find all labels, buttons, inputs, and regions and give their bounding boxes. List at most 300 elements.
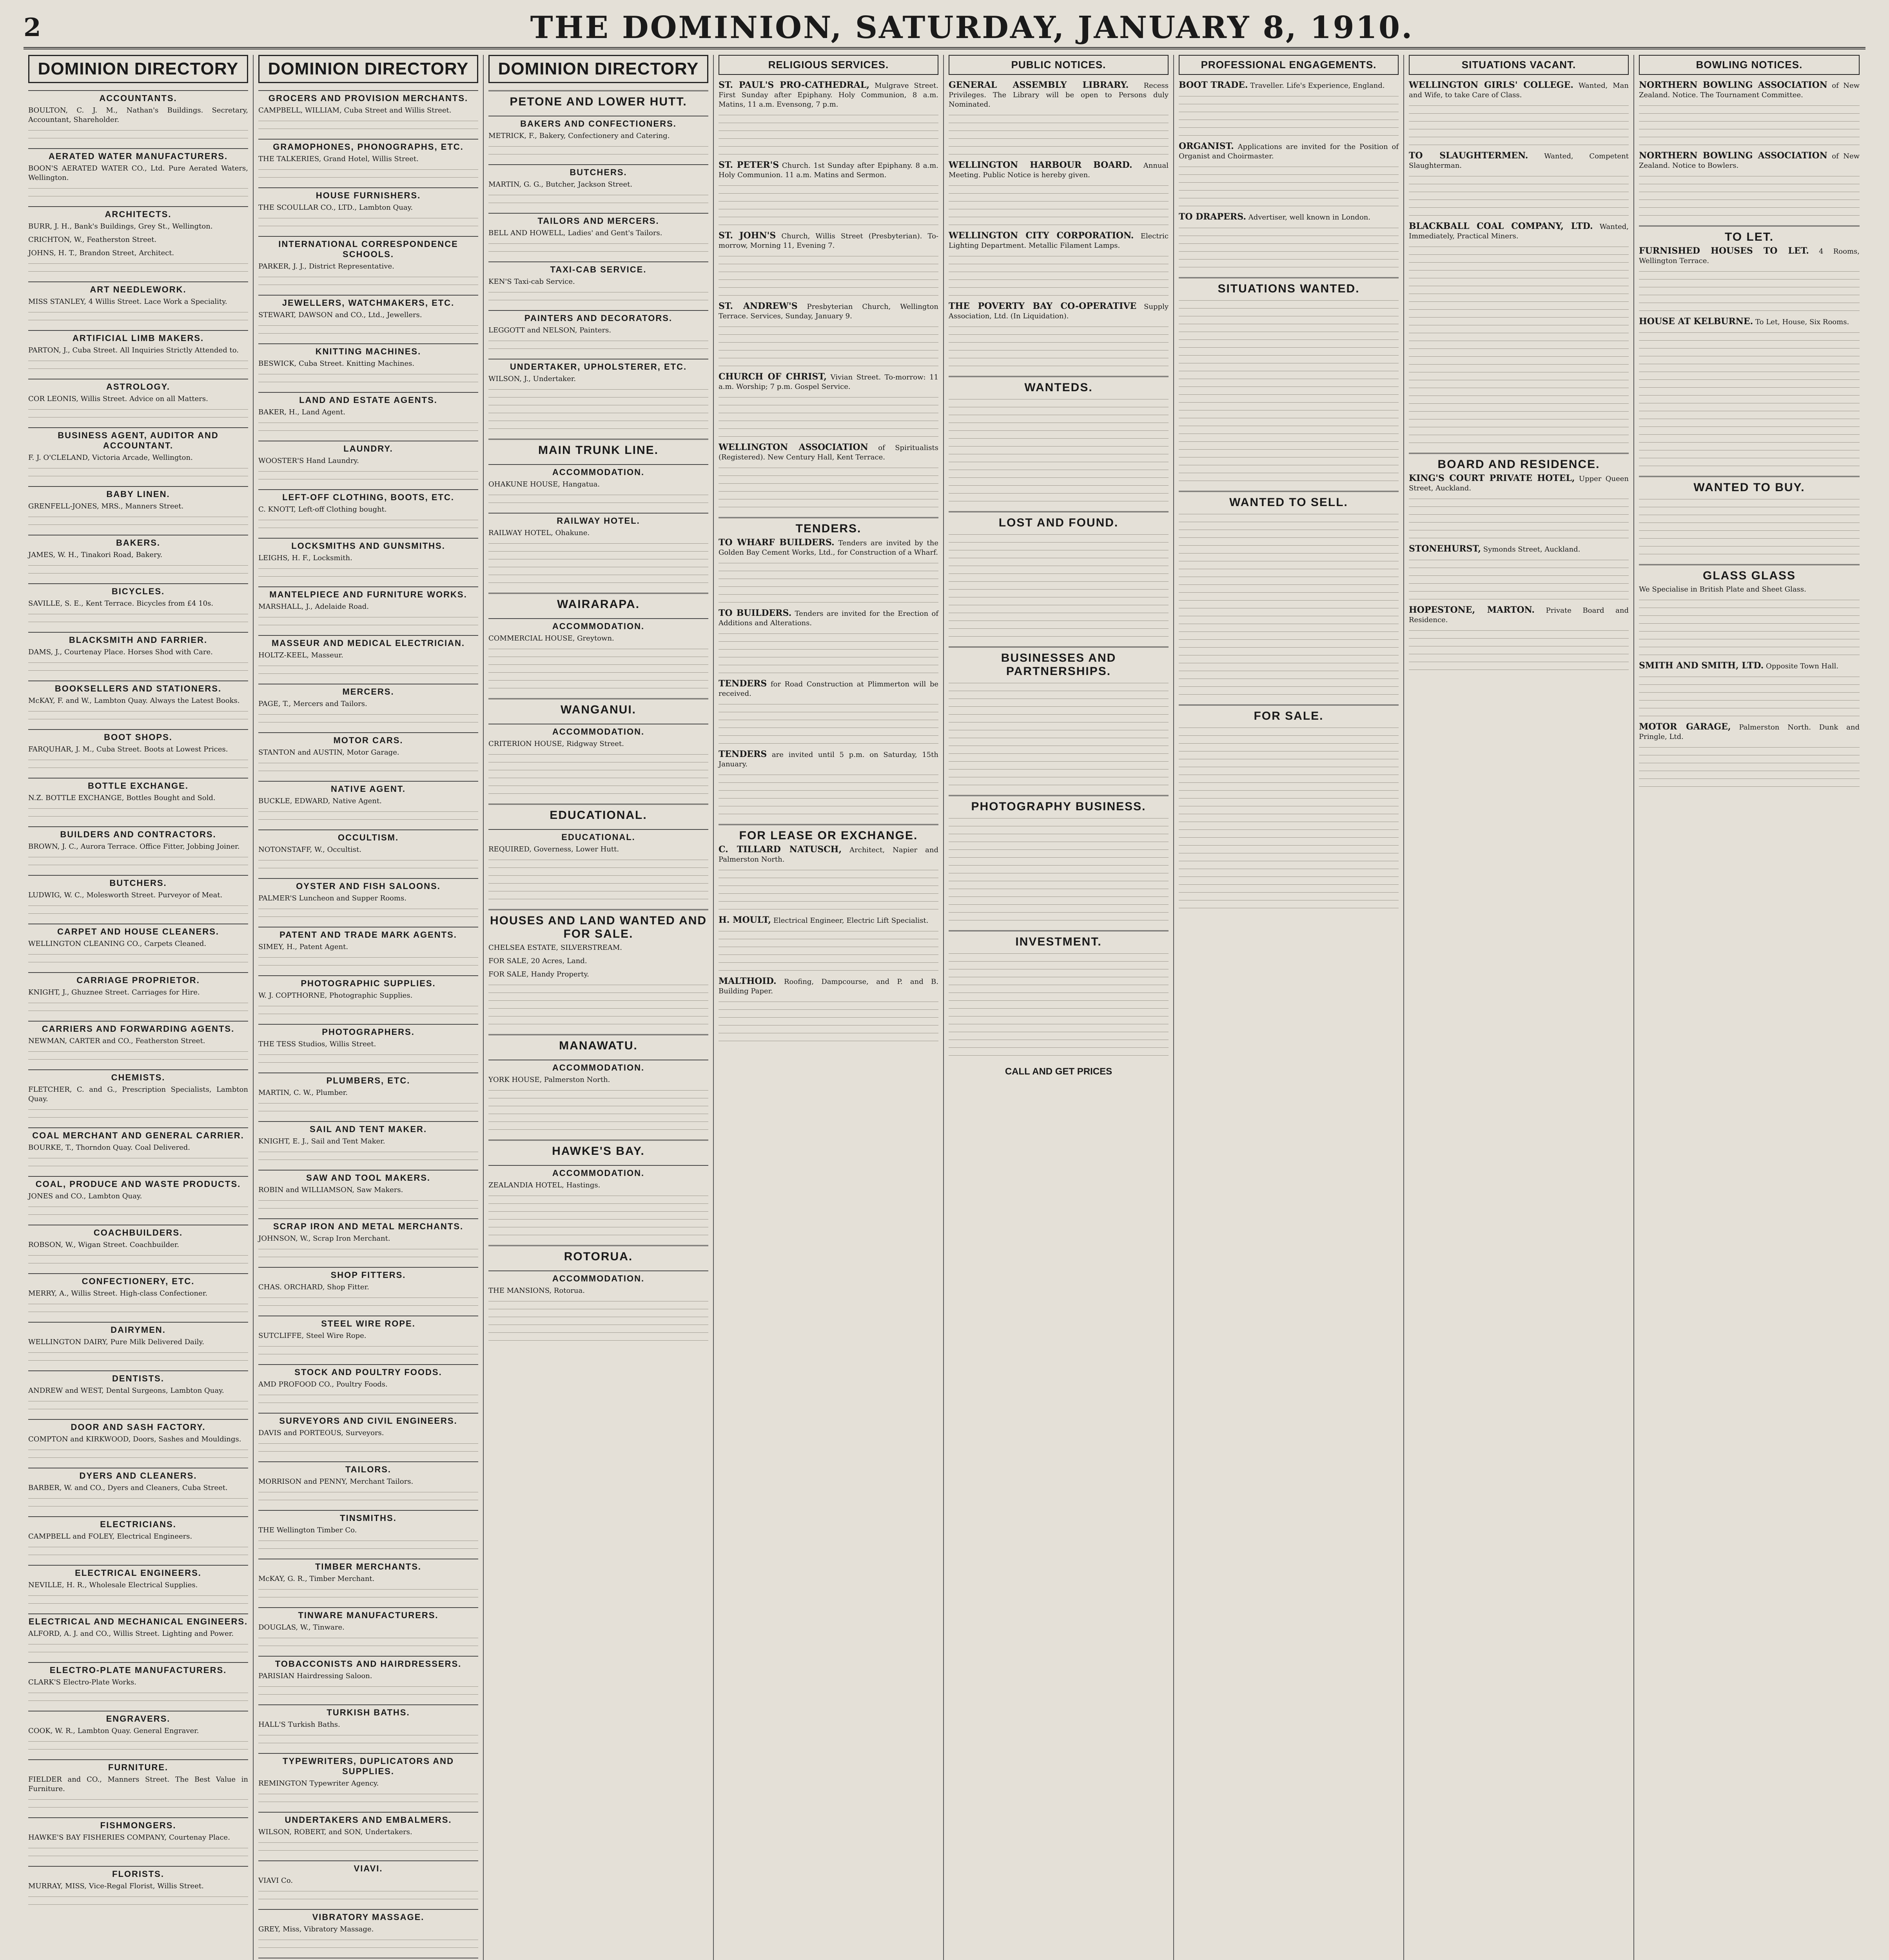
text-filler bbox=[1179, 844, 1399, 848]
directory-entry: FOR SALE, 20 Acres, Land. bbox=[488, 957, 587, 965]
text-filler bbox=[719, 278, 938, 283]
text-filler bbox=[1179, 173, 1399, 178]
text-filler bbox=[1409, 637, 1629, 641]
section-heading: INVESTMENT. bbox=[949, 930, 1169, 949]
notice-item bbox=[1409, 474, 1629, 493]
directory-entry: CHELSEA ESTATE, SILVERSTREAM. bbox=[488, 944, 622, 952]
text-filler bbox=[258, 1061, 478, 1065]
section-heading: BOOKSELLERS AND STATIONERS. bbox=[28, 681, 248, 694]
text-filler bbox=[28, 187, 248, 191]
text-filler bbox=[1409, 528, 1629, 533]
text-filler bbox=[719, 286, 938, 290]
text-filler bbox=[949, 999, 1169, 1004]
text-filler bbox=[949, 1046, 1169, 1051]
text-filler bbox=[1409, 284, 1629, 289]
directory-entry: AMD PROFOOD CO., Poultry Foods. bbox=[258, 1380, 388, 1388]
text-filler bbox=[719, 1000, 938, 1005]
text-filler bbox=[1409, 582, 1629, 586]
text-filler bbox=[28, 1903, 248, 1907]
text-filler bbox=[1409, 182, 1629, 187]
directory-entry: COMMERCIAL HOUSE, Greytown. bbox=[488, 634, 614, 642]
text-filler bbox=[719, 945, 938, 950]
text-filler bbox=[719, 294, 938, 298]
text-filler bbox=[949, 752, 1169, 757]
text-filler bbox=[949, 129, 1169, 134]
text-filler bbox=[28, 1058, 248, 1062]
directory-entry: MISS STANLEY, 4 Willis Street. Lace Work a Speciality. bbox=[28, 298, 227, 306]
notice-text: Vivian Street. To-morrow: 11 a.m. Worship; 7 p.m. Gospel Service. bbox=[719, 373, 938, 391]
text-filler bbox=[1179, 536, 1399, 541]
text-filler bbox=[1639, 598, 1860, 603]
text-filler bbox=[1179, 369, 1399, 374]
text-filler bbox=[1409, 590, 1629, 594]
directory-entry: DAMS, J., Courtenay Place. Horses Shod with Care. bbox=[28, 648, 213, 656]
text-filler bbox=[1179, 456, 1399, 460]
directory-entry: ALFORD, A. J. and CO., Willis Street. Lighting and Power. bbox=[28, 1630, 234, 1638]
text-filler bbox=[1179, 330, 1399, 335]
notice-item bbox=[719, 80, 938, 109]
text-filler bbox=[1639, 293, 1860, 298]
text-filler bbox=[949, 911, 1169, 915]
text-filler bbox=[719, 341, 938, 345]
directory-entry: WELLINGTON CLEANING CO., Carpets Cleaned. bbox=[28, 940, 207, 948]
section-heading: LAND AND ESTATE AGENTS. bbox=[258, 392, 478, 405]
text-filler bbox=[949, 223, 1169, 228]
notice-text: for Road Construction at Plimmerton will be received. bbox=[719, 680, 938, 698]
text-filler bbox=[1179, 734, 1399, 739]
text-filler bbox=[1179, 528, 1399, 533]
notice-lead: BLACKBALL COAL COMPANY, LTD. bbox=[1409, 221, 1593, 231]
text-filler bbox=[1179, 638, 1399, 642]
text-filler bbox=[1639, 347, 1860, 351]
notice-text: Tenders are invited for the Erection of Additions and Alterations. bbox=[719, 610, 938, 627]
text-filler bbox=[488, 501, 708, 506]
text-filler bbox=[488, 1315, 708, 1320]
directory-entry: W. J. COPTHORNE, Photographic Supplies. bbox=[258, 991, 413, 1000]
text-filler bbox=[488, 663, 708, 668]
notice-text: To Let, House, Six Rooms. bbox=[1755, 318, 1849, 326]
notice-text: Architect, Napier and Palmerston North. bbox=[719, 846, 938, 864]
text-filler bbox=[1179, 165, 1399, 170]
text-filler bbox=[258, 275, 478, 280]
section-heading: PHOTOGRAPHY BUSINESS. bbox=[949, 795, 1169, 813]
text-filler bbox=[258, 810, 478, 815]
notice-text: Tenders are invited by the Golden Bay Cement Works, Ltd., for Construction of a Wharf. bbox=[719, 539, 938, 557]
text-filler bbox=[488, 290, 708, 295]
text-filler bbox=[949, 1007, 1169, 1011]
section-heading: LOCKSMITHS AND GUNSMITHS. bbox=[258, 538, 478, 551]
directory-entry: METRICK, F., Bakery, Confectionery and Catering. bbox=[488, 132, 670, 140]
notice-lead: CHURCH OF CHRIST, bbox=[719, 372, 827, 382]
text-filler bbox=[719, 601, 938, 605]
text-filler bbox=[949, 832, 1169, 837]
directory-entry: MURRAY, MISS, Vice-Regal Florist, Willis Street. bbox=[28, 1882, 204, 1890]
text-filler bbox=[1409, 276, 1629, 281]
text-filler bbox=[1639, 630, 1860, 634]
text-filler bbox=[488, 1022, 708, 1027]
text-filler bbox=[949, 215, 1169, 220]
text-filler bbox=[1179, 416, 1399, 421]
text-filler bbox=[1179, 859, 1399, 864]
text-filler bbox=[258, 168, 478, 172]
text-filler bbox=[719, 1039, 938, 1044]
text-filler bbox=[488, 550, 708, 554]
text-filler bbox=[1639, 112, 1860, 116]
text-filler bbox=[719, 482, 938, 486]
section-heading: TURKISH BATHS. bbox=[258, 1704, 478, 1718]
directory-entry: CRICHTON, W., Featherston Street. bbox=[28, 236, 157, 244]
text-filler bbox=[1179, 226, 1399, 231]
text-filler bbox=[719, 671, 938, 676]
text-filler bbox=[1179, 552, 1399, 556]
directory-entry: THE TALKERIES, Grand Hotel, Willis Street. bbox=[258, 155, 419, 163]
section-heading: NATIVE AGENT. bbox=[258, 781, 478, 794]
text-filler bbox=[1409, 629, 1629, 633]
section-heading: TO LET. bbox=[1639, 225, 1860, 244]
text-filler bbox=[1639, 120, 1860, 124]
section-heading: CARRIERS AND FORWARDING AGENTS. bbox=[28, 1021, 248, 1034]
text-filler bbox=[1639, 785, 1860, 789]
text-filler bbox=[719, 884, 938, 889]
section-heading: PHOTOGRAPHERS. bbox=[258, 1024, 478, 1037]
text-filler bbox=[1409, 292, 1629, 297]
text-filler bbox=[28, 620, 248, 625]
notice-text: Electric Lighting Department. Metallic Filament Lamps. bbox=[949, 232, 1169, 250]
text-filler bbox=[258, 1004, 478, 1009]
directory-entry: SAVILLE, S. E., Kent Terrace. Bicycles from £4 10s. bbox=[28, 599, 214, 608]
notice-text: 4 Rooms, Wellington Terrace. bbox=[1639, 247, 1860, 265]
text-filler bbox=[28, 1302, 248, 1307]
text-filler bbox=[719, 490, 938, 494]
text-filler bbox=[719, 207, 938, 212]
section-heading: BUTCHERS. bbox=[488, 164, 708, 178]
notice-text: Advertiser, well known in London. bbox=[1248, 213, 1371, 221]
text-filler bbox=[488, 427, 708, 432]
text-filler bbox=[1639, 706, 1860, 711]
text-filler bbox=[719, 215, 938, 220]
notice-item bbox=[1179, 212, 1399, 222]
notice-lead: H. MOULT, bbox=[719, 915, 771, 925]
text-filler bbox=[28, 1602, 248, 1606]
directory-entry: McKAY, F. and W., Lambton Quay. Always the Latest Books. bbox=[28, 697, 240, 705]
text-filler bbox=[258, 1498, 478, 1503]
text-filler bbox=[488, 760, 708, 765]
text-filler bbox=[488, 565, 708, 570]
text-filler bbox=[1409, 316, 1629, 320]
region-heading: EDUCATIONAL. bbox=[488, 804, 708, 822]
notice-text: Private Board and Residence. bbox=[1409, 606, 1629, 624]
notice-item bbox=[719, 372, 938, 392]
directory-entry: McKAY, G. R., Timber Merchant. bbox=[258, 1575, 375, 1583]
text-filler bbox=[719, 569, 938, 574]
section-heading: TENDERS. bbox=[719, 517, 938, 535]
text-filler bbox=[1639, 370, 1860, 375]
section-heading: COAL MERCHANT AND GENERAL CARRIER. bbox=[28, 1127, 248, 1141]
directory-entry: BOULTON, C. J. M., Nathan's Buildings. Secretary, Accountant, Shareholder. bbox=[28, 106, 248, 124]
text-filler bbox=[949, 572, 1169, 577]
notice-text: Electrical Engineer, Electric Lift Specialist. bbox=[773, 916, 929, 925]
text-filler bbox=[1179, 781, 1399, 786]
text-filler bbox=[949, 421, 1169, 426]
column-4 bbox=[714, 55, 944, 1960]
text-filler bbox=[719, 121, 938, 126]
text-filler bbox=[1409, 660, 1629, 665]
directory-entry: OHAKUNE HOUSE, Hangatua. bbox=[488, 480, 600, 488]
text-filler bbox=[488, 1299, 708, 1304]
text-filler bbox=[28, 1310, 248, 1315]
text-filler bbox=[949, 611, 1169, 616]
text-filler bbox=[488, 419, 708, 424]
section-heading: LOST AND FOUND. bbox=[949, 511, 1169, 530]
text-filler bbox=[28, 474, 248, 479]
section-heading: SURVEYORS AND CIVIL ENGINEERS. bbox=[258, 1413, 478, 1426]
text-filler bbox=[1409, 127, 1629, 132]
text-filler bbox=[258, 567, 478, 572]
directory-entry: CHAS. ORCHARD, Shop Fitter. bbox=[258, 1283, 369, 1291]
directory-entry: KNIGHT, E. J., Sail and Tent Maker. bbox=[258, 1137, 385, 1145]
section-heading: PLUMBERS, ETC. bbox=[258, 1073, 478, 1086]
text-filler bbox=[1409, 644, 1629, 649]
text-filler bbox=[258, 324, 478, 328]
text-filler bbox=[488, 686, 708, 691]
text-filler bbox=[488, 983, 708, 988]
text-filler bbox=[1179, 575, 1399, 580]
notice-item bbox=[1409, 221, 1629, 241]
text-filler bbox=[258, 421, 478, 426]
text-filler bbox=[1409, 174, 1629, 179]
text-filler bbox=[1179, 424, 1399, 429]
text-filler bbox=[1639, 552, 1860, 557]
text-filler bbox=[1409, 214, 1629, 218]
notice-text: are invited until 5 p.m. on Saturday, 15th January. bbox=[719, 751, 938, 768]
text-filler bbox=[949, 887, 1169, 892]
text-filler bbox=[719, 1016, 938, 1020]
text-filler bbox=[1409, 402, 1629, 407]
directory-entry: STANTON and AUSTIN, Motor Garage. bbox=[258, 748, 399, 757]
text-filler bbox=[1179, 314, 1399, 319]
text-filler bbox=[949, 983, 1169, 988]
text-filler bbox=[258, 1636, 478, 1641]
text-filler bbox=[28, 1001, 248, 1006]
section-heading: TAILORS. bbox=[258, 1461, 478, 1475]
text-filler bbox=[258, 858, 478, 863]
text-filler bbox=[258, 1849, 478, 1853]
section-heading: FURNITURE. bbox=[28, 1759, 248, 1773]
text-filler bbox=[1179, 94, 1399, 99]
region-heading: WANGANUI. bbox=[488, 698, 708, 717]
text-filler bbox=[28, 262, 248, 267]
text-filler bbox=[28, 416, 248, 420]
text-filler bbox=[1179, 591, 1399, 595]
text-filler bbox=[949, 991, 1169, 996]
section-heading: BICYCLES. bbox=[28, 583, 248, 597]
column-3 bbox=[484, 55, 714, 1960]
text-filler bbox=[1409, 331, 1629, 336]
text-filler bbox=[1179, 196, 1399, 201]
text-filler bbox=[488, 874, 708, 878]
text-filler bbox=[1409, 308, 1629, 312]
text-filler bbox=[949, 452, 1169, 457]
text-filler bbox=[28, 1846, 248, 1851]
directory-entry: WELLINGTON DAIRY, Pure Milk Delivered Daily. bbox=[28, 1338, 204, 1346]
text-filler bbox=[1179, 393, 1399, 397]
notice-item bbox=[1179, 142, 1399, 161]
text-filler bbox=[1179, 567, 1399, 572]
text-filler bbox=[1639, 683, 1860, 688]
text-filler bbox=[719, 129, 938, 134]
text-filler bbox=[488, 388, 708, 392]
text-filler bbox=[258, 1304, 478, 1308]
notice-lead: NORTHERN BOWLING ASSOCIATION bbox=[1639, 151, 1827, 161]
section-heading: UNDERTAKER, UPHOLSTERER, ETC. bbox=[488, 359, 708, 372]
section-heading: MANTELPIECE AND FURNITURE WORKS. bbox=[258, 586, 478, 600]
text-filler bbox=[949, 556, 1169, 561]
notice-text: Applications are invited for the Position of Organist and Choirmaster. bbox=[1179, 143, 1399, 160]
text-filler bbox=[949, 445, 1169, 449]
notice-lead: TO DRAPERS. bbox=[1179, 212, 1246, 222]
directory-entry: PARKER, J. J., District Representative. bbox=[258, 262, 394, 270]
text-filler bbox=[258, 332, 478, 336]
directory-entry: F. J. O'CLELAND, Victoria Arcade, Wellington. bbox=[28, 454, 193, 462]
text-filler bbox=[258, 1946, 478, 1951]
glass-ad-text: We Specialise in British Plate and Sheet Glass. bbox=[1639, 585, 1806, 593]
text-filler bbox=[1409, 253, 1629, 258]
text-filler bbox=[488, 1014, 708, 1019]
text-filler bbox=[949, 879, 1169, 884]
text-filler bbox=[1179, 338, 1399, 343]
section-heading: BUILDERS AND CONTRACTORS. bbox=[28, 826, 248, 840]
notice-text: Annual Meeting. Public Notice is hereby given. bbox=[949, 162, 1169, 179]
text-filler bbox=[28, 912, 248, 916]
text-filler bbox=[1639, 699, 1860, 703]
text-filler bbox=[1179, 204, 1399, 209]
text-filler bbox=[28, 1854, 248, 1859]
section-heading: GLASS GLASS bbox=[1639, 564, 1860, 583]
text-filler bbox=[719, 411, 938, 416]
text-filler bbox=[1409, 574, 1629, 579]
text-filler bbox=[949, 864, 1169, 868]
text-filler bbox=[949, 468, 1169, 473]
text-filler bbox=[719, 145, 938, 149]
text-filler bbox=[719, 505, 938, 510]
text-filler bbox=[488, 1323, 708, 1328]
text-filler bbox=[28, 572, 248, 576]
text-filler bbox=[1179, 750, 1399, 754]
directory-entry: DAVIS and PORTEOUS, Surveyors. bbox=[258, 1429, 384, 1437]
text-filler bbox=[258, 1345, 478, 1349]
text-filler bbox=[1639, 214, 1860, 218]
section-heading: WANTEDS. bbox=[949, 376, 1169, 394]
text-filler bbox=[1179, 448, 1399, 452]
text-filler bbox=[488, 1194, 708, 1199]
section-heading: PATENT AND TRADE MARK AGENTS. bbox=[258, 927, 478, 940]
text-filler bbox=[1639, 433, 1860, 437]
notice-lead: TO WHARF BUILDERS. bbox=[719, 537, 835, 548]
text-filler bbox=[258, 866, 478, 871]
column-header: PROFESSIONAL ENGAGEMENTS. bbox=[1179, 55, 1399, 75]
text-filler bbox=[258, 1595, 478, 1600]
text-filler bbox=[28, 807, 248, 811]
directory-entry: BUCKLE, EDWARD, Native Agent. bbox=[258, 797, 382, 805]
notice-item bbox=[719, 845, 938, 864]
text-filler bbox=[488, 557, 708, 562]
section-heading: DAIRYMEN. bbox=[28, 1322, 248, 1335]
directory-entry: BOON'S AERATED WATER CO., Ltd. Pure Aerated Waters, Wellington. bbox=[28, 164, 248, 182]
text-filler bbox=[258, 1450, 478, 1454]
text-filler bbox=[1179, 867, 1399, 872]
directory-entry: MORRISON and PENNY, Merchant Tailors. bbox=[258, 1477, 414, 1486]
text-filler bbox=[258, 224, 478, 229]
directory-entry: NEWMAN, CARTER and CO., Featherston Street. bbox=[28, 1037, 205, 1045]
directory-entry: JOHNSON, W., Scrap Iron Merchant. bbox=[258, 1234, 390, 1243]
text-filler bbox=[1639, 637, 1860, 642]
directory-entry: PARISIAN Hairdressing Saloon. bbox=[258, 1672, 372, 1680]
text-filler bbox=[28, 717, 248, 722]
column-header: PUBLIC NOTICES. bbox=[949, 55, 1169, 75]
text-filler bbox=[1409, 441, 1629, 446]
notice-item bbox=[719, 976, 938, 996]
text-filler bbox=[1179, 726, 1399, 731]
text-filler bbox=[1179, 622, 1399, 627]
text-filler bbox=[949, 145, 1169, 149]
section-heading: CONFECTIONERY, ETC. bbox=[28, 1273, 248, 1287]
text-filler bbox=[1409, 245, 1629, 250]
section-heading: BABY LINEN. bbox=[28, 486, 248, 499]
text-filler bbox=[488, 1225, 708, 1230]
text-filler bbox=[1639, 441, 1860, 445]
text-filler bbox=[949, 817, 1169, 821]
text-filler bbox=[719, 804, 938, 809]
notice-text: Wanted, Immediately, Practical Miners. bbox=[1409, 223, 1629, 240]
text-filler bbox=[1639, 513, 1860, 518]
text-filler bbox=[1409, 370, 1629, 375]
text-filler bbox=[258, 1150, 478, 1155]
text-filler bbox=[28, 1806, 248, 1810]
text-filler bbox=[1639, 417, 1860, 422]
text-filler bbox=[1639, 127, 1860, 132]
text-filler bbox=[1179, 685, 1399, 690]
text-filler bbox=[1409, 269, 1629, 273]
directory-entry: PALMER'S Luncheon and Supper Rooms. bbox=[258, 894, 406, 902]
notice-text: Church. 1st Sunday after Epiphany. 8 a.m. Holy Communion. 11 a.m. Matins and Sermon. bbox=[719, 162, 938, 179]
text-filler bbox=[1409, 394, 1629, 399]
notice-text: Church, Willis Street (Presbyterian). To-morrow, Morning 11, Evening 7. bbox=[719, 232, 938, 250]
text-filler bbox=[1179, 440, 1399, 445]
directory-entry: FIELDER and CO., Manners Street. The Best Value in Furniture. bbox=[28, 1775, 248, 1793]
text-filler bbox=[949, 356, 1169, 361]
text-filler bbox=[28, 515, 248, 520]
notice-item bbox=[719, 538, 938, 557]
text-filler bbox=[949, 697, 1169, 702]
text-filler bbox=[949, 364, 1169, 369]
section-heading: STOCK AND POULTRY FOODS. bbox=[258, 1364, 478, 1377]
text-filler bbox=[949, 1054, 1169, 1058]
section-heading: MERCERS. bbox=[258, 684, 478, 697]
section-heading: UNDERTAKERS AND EMBALMERS. bbox=[258, 1812, 478, 1825]
notice-text: Recess Privileges. The Library will be open to Persons duly Nominated. bbox=[949, 82, 1169, 109]
text-filler bbox=[258, 127, 478, 132]
notice-lead: ORGANIST. bbox=[1179, 141, 1234, 151]
text-filler bbox=[1639, 378, 1860, 383]
directory-entry: ANDREW and WEST, Dental Surgeons, Lambton Quay. bbox=[28, 1387, 224, 1395]
text-filler bbox=[1639, 354, 1860, 359]
column-2 bbox=[254, 55, 484, 1960]
section-heading: BOARD AND RESIDENCE. bbox=[1409, 453, 1629, 471]
text-filler bbox=[719, 726, 938, 731]
directory-entry: COR LEONIS, Willis Street. Advice on all Matters. bbox=[28, 395, 208, 403]
section-heading: BUSINESSES AND PARTNERSHIPS. bbox=[949, 646, 1169, 678]
notice-text: of New Zealand. Notice. The Tournament Committee. bbox=[1639, 82, 1860, 99]
